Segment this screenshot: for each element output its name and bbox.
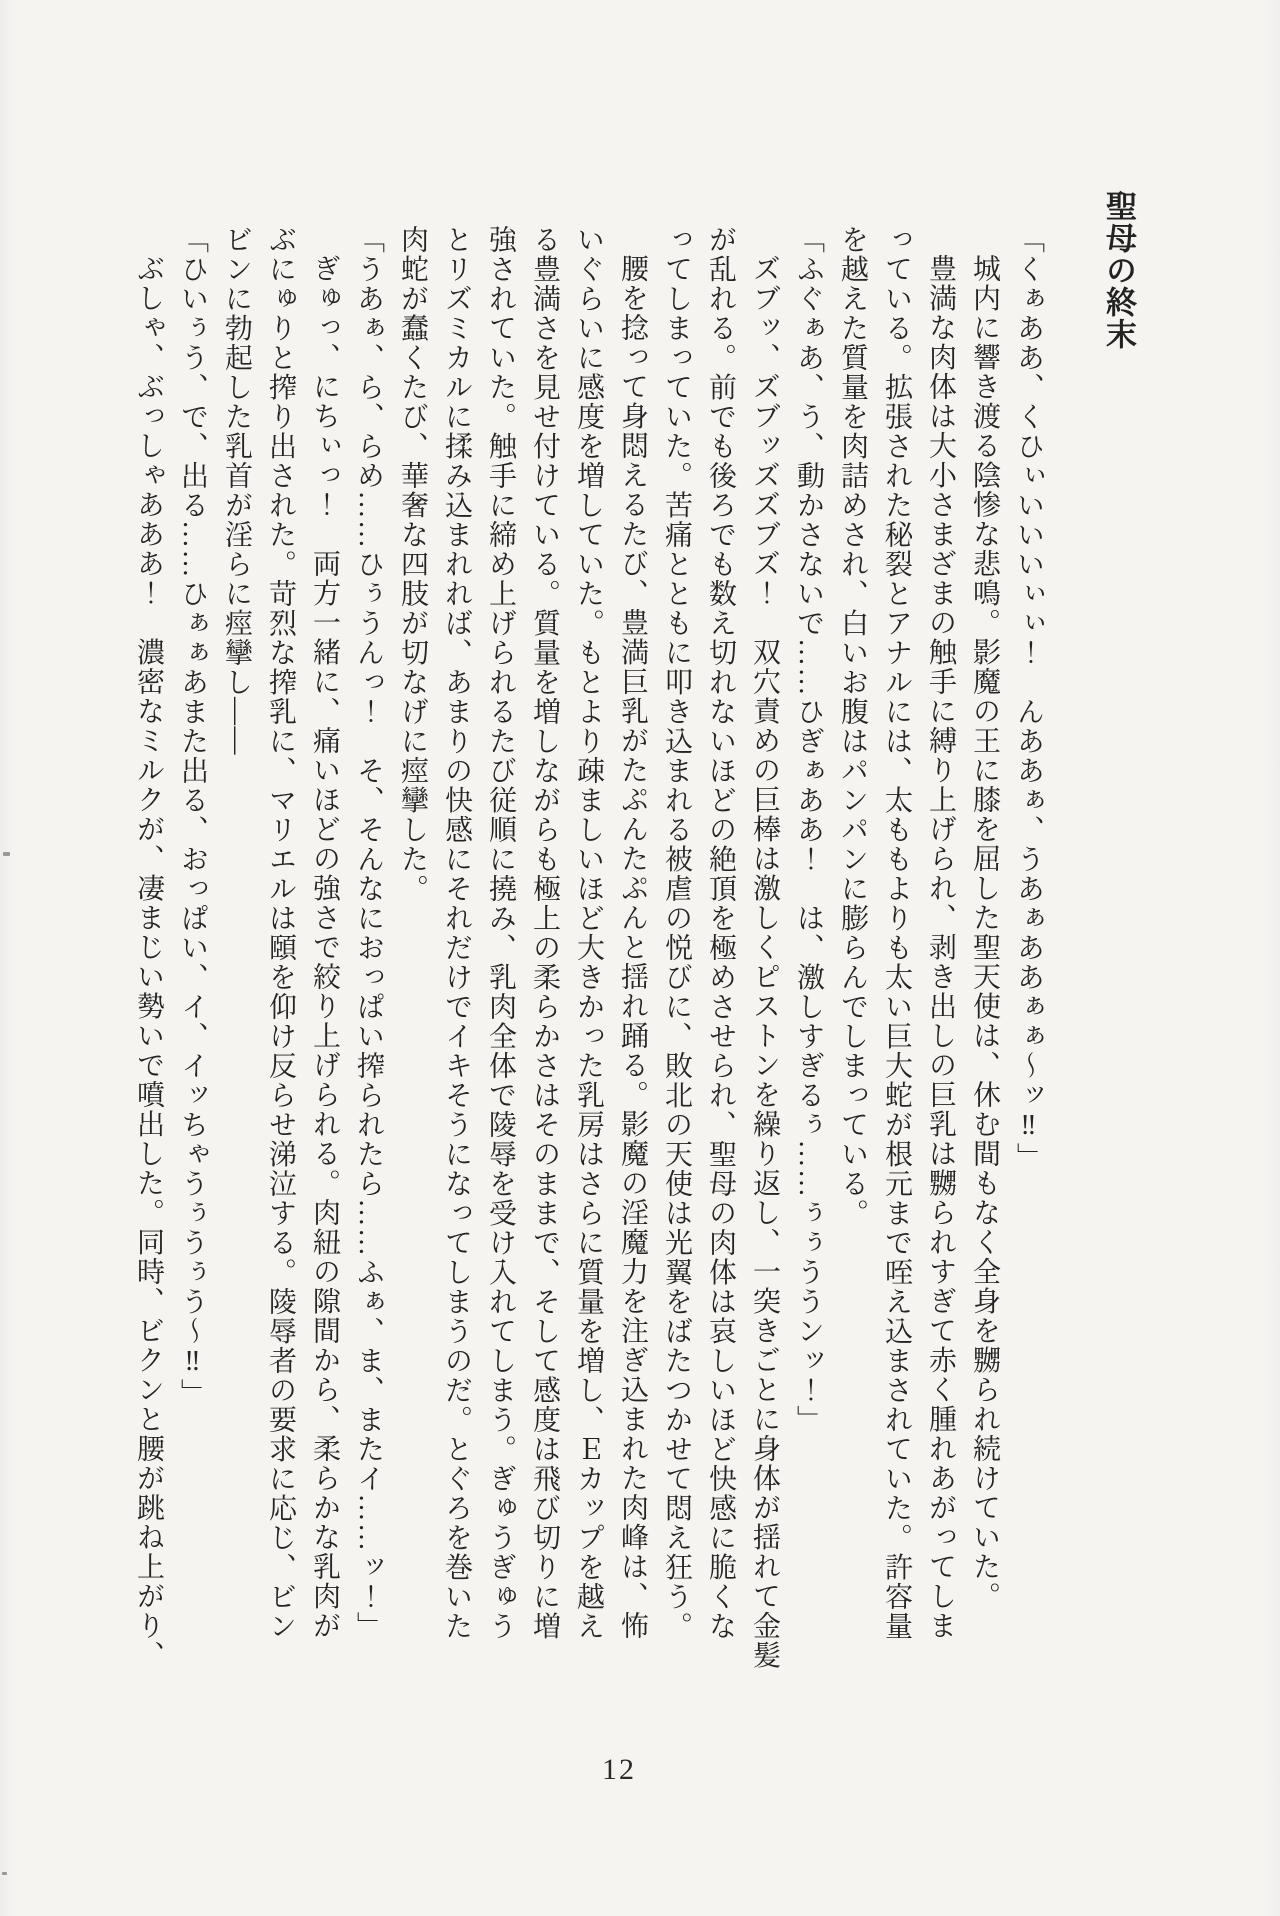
- text-column: ビンに勃起した乳首が淫らに痙攣し――: [221, 225, 252, 756]
- text-column: ってしまっていた。苦痛とともに叩き込まれる被虐の悦びに、敗北の天使は光翼をばたつかせて悶え狂う。: [661, 225, 692, 1641]
- text-column: 肉蛇が蠢くたび、華奢な四肢が切なげに痙攣した。: [397, 225, 428, 904]
- text-block: [126, 225, 1050, 1670]
- text-column: 城内に響き渡る陰惨な悲鳴。影魔の王に膝を屈した聖天使は、休む間もなく全身を嬲られ続けていた。: [969, 254, 1000, 1611]
- text-column: っている。拡張された秘裂とアナルには、太ももよりも太い巨大蛇が根元まで咥え込まされていた。許容量: [881, 225, 912, 1641]
- page-title: 聖母の終末: [1101, 190, 1136, 350]
- text-column: 腰を捻って身悶えるたび、豊満巨乳がたぷんたぷんと揺れ踊る。影魔の淫魔力を注ぎ込まれた肉峰は、怖: [617, 254, 648, 1641]
- text-column: を越えた質量を肉詰めされ、白いお腹はパンパンに膨らんでしまっている。: [837, 225, 868, 1228]
- text-column: ズブッ、ズブッズズブズ！ 双穴責めの巨棒は激しくピストンを繰り返し、一突きごとに身体が揺れて金髪: [749, 254, 780, 1670]
- text-column: が乱れる。前でも後ろでも数え切れないほどの絶頂を極めさせられ、聖母の肉体は哀しいほど快感に脆くな: [705, 225, 736, 1641]
- text-column: 「うあぁ、ら、らめ……ひぅうんっ！ そ、そんなにおっぱい搾られたら……ふぁ、ま、またイ……ッ！」: [353, 225, 384, 1641]
- scan-speck: [3, 852, 10, 856]
- text-column: ぶしゃ、ぶっしゃあああ！ 濃密なミルクが、凄まじい勢いで噴出した。同時、ビクンと腰が跳ね上がり、: [133, 254, 164, 1670]
- text-column: いぐらいに感度を増していた。もとより疎ましいほど大きかった乳房はさらに質量を増し、Ｅカップを越え: [573, 225, 604, 1641]
- text-column: とリズミカルに揉み込まれれば、あまりの快感にそれだけでイキそうになってしまうのだ。とぐろを巻いた: [441, 225, 472, 1641]
- text-column: 「ふぐぁあ、う、動かさないで……ひぎぁああ！ は、激しすぎるぅ……ぅぅううンッ！」: [793, 225, 824, 1435]
- page-number: 12: [602, 1753, 636, 1786]
- text-column: ぶにゅりと搾り出された。苛烈な搾乳に、マリエルは頤を仰け反らせ涕泣する。陵辱者の要求に応じ、ビン: [265, 225, 296, 1641]
- text-column: 強されていた。触手に締め上げられるたび従順に撓み、乳肉全体で陵辱を受け入れてしまう。ぎゅうぎゅう: [485, 225, 516, 1641]
- text-column: 豊満な肉体は大小さまざまの触手に縛り上げられ、剥き出しの巨乳は嬲られすぎて赤く腫れあがってしま: [925, 254, 956, 1641]
- text-column: ぎゅっ、にちぃっ！ 両方一緒に、痛いほどの強さで絞り上げられる。肉紐の隙間から、柔らかな乳肉が: [309, 254, 340, 1641]
- text-column: 「ひいぅう、で、出る……ひぁぁあまた出る、おっぱい、イ、イッちゃうぅうぅう～‼」: [177, 225, 208, 1408]
- scan-speck: [2, 1872, 7, 1875]
- text-column: 「くぁああ、くひぃいいいぃぃ！ んああぁ、うあぁああぁぁ～ッ‼」: [1013, 225, 1044, 1172]
- text-column: る豊満さを見せ付けている。質量を増しながらも極上の柔らかさはそのままで、そして感度は飛び切りに増: [529, 225, 560, 1641]
